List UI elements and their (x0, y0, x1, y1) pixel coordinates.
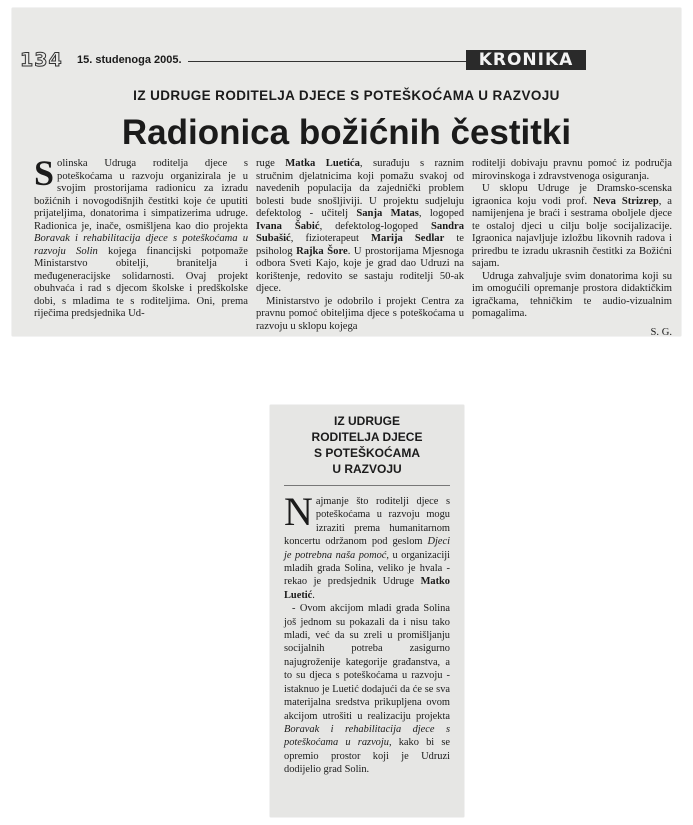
person-name: Matka Luetića (285, 158, 360, 169)
issue-date: 15. studenoga 2005. (77, 54, 182, 66)
divider (284, 485, 450, 486)
drop-cap: S (34, 153, 55, 193)
text-run: te psiholog (256, 233, 464, 257)
paragraph (34, 153, 248, 321)
text-run: . U prostorijama Mjesnoga odbora Sveti Kajo, koje je grad dao Udruzi na korištenje, redovito se sastaju roditelji 50-ak djece. (256, 245, 464, 294)
text-run: kojega financijski potpomaže Ministarstvo obitelji, branitelja i međugeneracijske solidarnosti. Ovaj projekt obuhvaća i rad s djecom školske i predškolske dobi, s mladima te s roditeljima. Oni, prema riječima predsjednika Ud- (34, 245, 248, 319)
text-run: , defektolog-logoped (319, 220, 432, 232)
person-name: Sanja Matas (356, 208, 419, 219)
person-name: Sandra Subašić (256, 220, 465, 244)
newspaper-clipping-top (12, 8, 681, 336)
person-name: Ivana Šabić (256, 220, 320, 232)
paragraph (256, 158, 464, 296)
paragraph (472, 183, 672, 271)
text-run: , u organizaciji mladih grada Solina, veliko je hvala - rekao je predsjednik Udruge (284, 549, 450, 588)
text-run: olinska Udruga roditelja djece s poteškoćama u razvoju organizirala je u svojim prostorijama radionicu za izradu božićnih i novogodišnjih čestitki koje će uputiti prijateljima, donatorima i simpatizerima udruge. Radionica je, inače, osmišljena kao dio projekta (34, 158, 248, 232)
text-run: U sklopu Udruge je Dramsko-scenska igraonica koju vodi prof. (472, 183, 672, 207)
text-run: , a namijenjena je braći i sestrama oboljele djece te ostaloj djeci u cilju bolje socijalizacije. Igraonica najavljuje izložbu likovnih radova i priredbu te izradu ukrasnih čestitki za Božićni sajam. (472, 195, 673, 269)
paragraph: Udruga zahvaljuje svim donatorima koji su im omogućili opremanje prostora didaktičkim igračkama, tehničkim te audio-vizualnim pomagalima. (472, 270, 672, 319)
header-rule (188, 61, 468, 62)
byline: S. G. (650, 326, 672, 338)
drop-cap: N (284, 489, 313, 534)
article-column-3 (472, 158, 672, 339)
text-run: , surađuju s raznim stručnim djelatnicima koji pomažu svakoj od navedenih populacija da zajednički problem bolesti bude snošljiviji. U projektu sudjeluju defektolog - učitelj (256, 158, 464, 219)
article-kicker (270, 413, 464, 477)
paragraph: roditelji dobivaju pravnu pomoć iz područja mirovinskoga i zdravstvenoga osiguranja. (472, 158, 672, 182)
slogan: Djeci je potrebna naša pomoć (284, 536, 450, 561)
text-run: , fizioterapeut (290, 233, 372, 244)
project-name: Boravak i rehabilitacija djece s poteškoćama u razvoju Solin (34, 233, 248, 257)
paragraph (284, 602, 450, 776)
kicker-line: IZ UDRUGE (334, 414, 400, 428)
paragraph (284, 489, 450, 602)
article-column-2 (256, 158, 464, 333)
article-body (284, 489, 450, 777)
page-header (20, 50, 660, 70)
text-run: ajmanje što roditelji djece s poteškoćama u razvoju mogu izraziti prema humanitarnom koncertu održanom pod geslom (284, 496, 450, 548)
newspaper-clipping-bottom (270, 405, 464, 817)
text-run: , logoped (418, 208, 464, 219)
kicker-line: RODITELJA DJECE (311, 430, 423, 444)
person-name: Rajka Šore (296, 245, 348, 257)
project-name: Boravak i rehabilitacija djece s poteškoćama u razvoju (284, 723, 450, 749)
article-headline: Radionica božićnih čestitki (121, 113, 572, 152)
article-kicker: IZ UDRUGE RODITELJA DJECE S POTEŠKOĆAMA U RAZVOJU (133, 88, 560, 103)
section-label: KRONIKA (466, 50, 586, 70)
text-run: . (312, 589, 315, 601)
text-run: ruge (256, 158, 286, 169)
text-run: , kako bi se opremio prostor koji je Udruzi dodijelio grad Solin. (284, 737, 450, 776)
person-name: Matko Luetić (284, 576, 450, 601)
article-column-1 (34, 153, 248, 321)
kicker-line: U RAZVOJU (332, 462, 402, 476)
page-number: 134 (20, 49, 63, 71)
text-run: - Ovom akcijom mladi grada Solina još jednom su pokazali da i nisu tako mladi, već da su zreli u promišljanju socijalnih potreba zasigurno najugroženije kategorije građanstva, a to su djeca s poteškoćama u razvoju - istaknuo je Luetić dodajući da će se sva materijalna sredstva prikupljena ovom akcijom utrošiti u realizaciju projekta (284, 603, 450, 722)
paragraph: Ministarstvo je odobrilo i projekt Centra za pravnu pomoć obiteljima djece s poteškoćama u razvoju u sklopu kojega (256, 295, 464, 332)
person-name: Neva Strizrep (593, 195, 659, 207)
person-name: Marija Sedlar (371, 233, 445, 244)
kicker-line: S POTEŠKOĆAMA (313, 446, 420, 460)
